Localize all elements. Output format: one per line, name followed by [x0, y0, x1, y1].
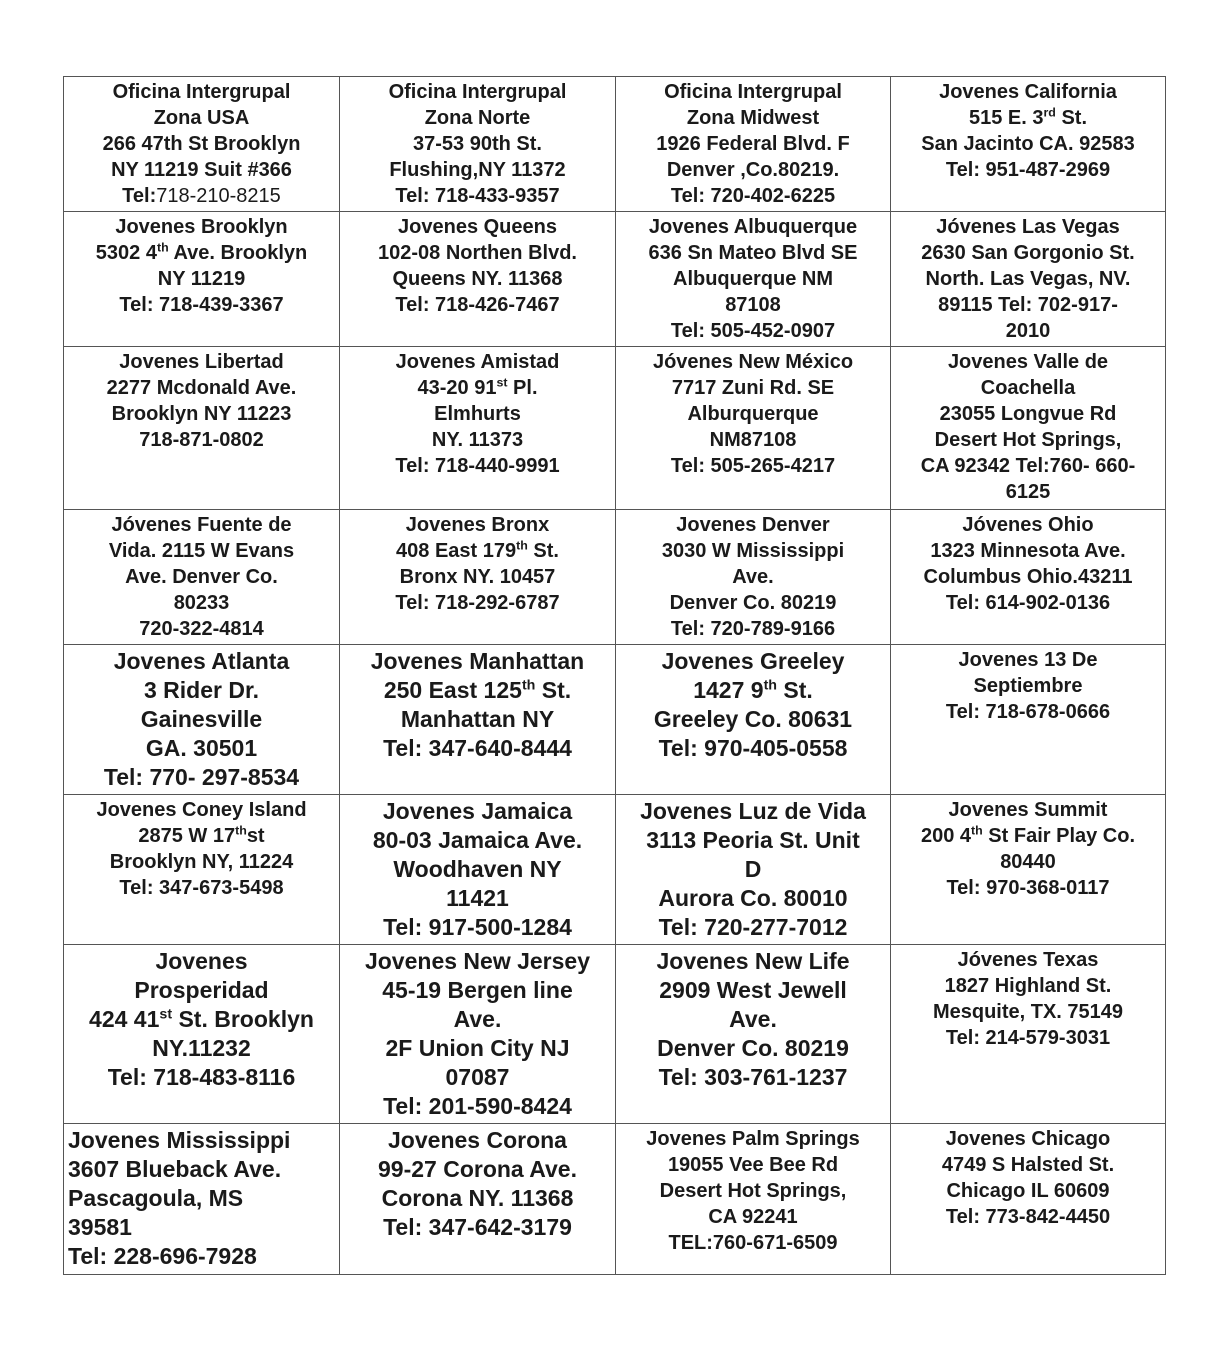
directory-cell — [64, 212, 340, 347]
address-line: 424 41st St. Brooklyn — [89, 1006, 314, 1032]
address-line: Tel: 718-678-0666 — [945, 701, 1111, 723]
table-row — [64, 510, 1166, 645]
directory-cell — [340, 645, 616, 795]
address-line: 87108 — [725, 294, 781, 316]
address-line: Tel: 228-696-7928 — [68, 1243, 257, 1269]
address-line: 2010 — [1005, 320, 1051, 342]
address-line: Vida. 2115 W Evans — [108, 540, 295, 562]
directory-cell — [340, 77, 616, 212]
group-name: Jóvenes Texas — [957, 949, 1099, 971]
table-row — [64, 77, 1166, 212]
group-name: Jovenes Valle de — [947, 351, 1109, 373]
group-name: Jovenes Manhattan — [370, 648, 585, 674]
address-line: Tel: 718-433-9357 — [395, 185, 560, 207]
address-line: Alburquerque — [687, 403, 819, 425]
group-name: Jovenes Luz de Vida — [640, 798, 866, 824]
address-line: 1427 9th St. — [693, 677, 813, 703]
address-line: 80233 — [173, 592, 230, 614]
address-line: Ave. Denver Co. — [125, 566, 278, 588]
group-name: Jovenes Palm Springs — [646, 1128, 860, 1150]
address-line: D — [744, 856, 762, 882]
directory-cell — [340, 212, 616, 347]
address-line: GA. 30501 — [145, 735, 258, 761]
address-line: Tel: 718-439-3367 — [119, 294, 284, 316]
address-line: 43-20 91st Pl. — [417, 375, 538, 399]
address-line: Denver Co. 80219 — [657, 1035, 849, 1061]
address-line: 2630 San Gorgonio St. — [921, 242, 1135, 264]
address-line: Tel: 347-642-3179 — [383, 1214, 572, 1240]
address-line: 2875 W 17thst — [138, 823, 265, 847]
address-line: 37-53 90th St. — [413, 133, 542, 155]
address-line: 718-871-0802 — [139, 429, 264, 451]
address-line: 720-322-4814 — [139, 618, 264, 640]
address-line: Tel: 718-483-8116 — [107, 1064, 296, 1090]
address-line: Flushing,NY 11372 — [389, 159, 566, 181]
address-line: Pascagoula, MS — [68, 1185, 244, 1211]
table-row — [64, 645, 1166, 795]
address-line: 250 East 125th St. — [383, 677, 572, 703]
group-name: Jovenes Amistad — [395, 351, 560, 373]
address-line: Desert Hot Springs, — [659, 1180, 847, 1202]
group-name: Jóvenes Ohio — [962, 514, 1094, 536]
directory-cell — [340, 945, 616, 1124]
address-line: Tel: 214-579-3031 — [945, 1027, 1111, 1049]
address-line: Zona Midwest — [686, 107, 820, 129]
address-line: 102-08 Northen Blvd. — [378, 242, 577, 264]
directory-cell — [891, 645, 1166, 795]
group-name: Jovenes Brooklyn — [115, 216, 288, 238]
address-line: Tel: 347-673-5498 — [119, 877, 284, 899]
group-name: Jovenes Corona — [388, 1127, 567, 1153]
directory-cell — [891, 945, 1166, 1124]
address-line: Tel: 303-761-1237 — [658, 1064, 848, 1090]
group-name: Jovenes Mississippi — [68, 1127, 291, 1153]
address-line: Denver Co. 80219 — [669, 592, 837, 614]
group-name: Jovenes — [155, 948, 248, 974]
directory-cell — [340, 510, 616, 645]
address-line: Mesquite, TX. 75149 — [932, 1001, 1124, 1023]
directory-cell — [64, 1124, 340, 1275]
address-line: Brooklyn NY 11223 — [111, 403, 292, 425]
address-line: 89115 Tel: 702-917- — [938, 294, 1118, 316]
address-line: 200 4th St Fair Play Co. — [920, 823, 1136, 847]
address-line: 19055 Vee Bee Rd — [667, 1154, 839, 1176]
group-name: Oficina Intergrupal — [664, 81, 842, 103]
address-line: 5302 4th Ave. Brooklyn — [95, 240, 308, 264]
address-line: CA 92342 Tel:760- 660- — [920, 455, 1136, 477]
directory-cell — [64, 510, 340, 645]
group-directory-table — [63, 76, 1166, 1275]
address-line: Tel: 970-405-0558 — [658, 735, 848, 761]
address-line: NY.11232 — [152, 1035, 251, 1061]
address-line: 80-03 Jamaica Ave. — [372, 827, 583, 853]
group-name: Jóvenes Las Vegas — [936, 216, 1120, 238]
table-row — [64, 795, 1166, 945]
address-line: 2277 Mcdonald Ave. — [106, 377, 297, 399]
address-line: Greeley Co. 80631 — [653, 706, 853, 732]
table-row — [64, 347, 1166, 510]
group-name: Jovenes Queens — [398, 216, 557, 238]
directory-cell — [64, 347, 340, 510]
address-line: 45-19 Bergen line — [382, 977, 573, 1003]
address-line: Tel: 720-402-6225 — [670, 185, 836, 207]
address-line: 2909 West Jewell — [659, 977, 847, 1003]
address-line: 39581 — [68, 1214, 132, 1240]
group-name: Jovenes Denver — [676, 514, 830, 536]
address-line: 2F Union City NJ — [385, 1035, 570, 1061]
address-line: 1926 Federal Blvd. F — [656, 133, 850, 155]
directory-cell — [891, 510, 1166, 645]
address-line: Tel: 720-789-9166 — [670, 618, 836, 640]
address-line: NM87108 — [709, 429, 797, 451]
address-line: Columbus Ohio.43211 — [923, 566, 1133, 588]
address-line: Tel: 718-426-7467 — [395, 294, 560, 316]
address-line: Corona NY. 11368 — [381, 1185, 574, 1211]
address-line: Bronx NY. 10457 — [399, 566, 556, 588]
address-line: Aurora Co. 80010 — [658, 885, 848, 911]
address-line: Tel: 970-368-0117 — [946, 877, 1110, 899]
address-line: Ave. — [729, 1006, 777, 1032]
address-line: Tel: 951-487-2969 — [945, 159, 1111, 181]
directory-cell — [340, 347, 616, 510]
address-line: Manhattan NY — [400, 706, 555, 732]
directory-cell — [891, 1124, 1166, 1275]
address-line: Prosperidad — [134, 977, 269, 1003]
address-line: Septiembre — [973, 675, 1083, 697]
address-line: Tel: 347-640-8444 — [383, 735, 572, 761]
group-name: Jovenes Summit — [948, 799, 1108, 821]
address-line: Tel: 770- 297-8534 — [103, 764, 300, 790]
directory-cell — [616, 645, 891, 795]
address-line: 3030 W Mississippi — [661, 540, 845, 562]
directory-cell — [616, 1124, 891, 1275]
directory-cell — [891, 795, 1166, 945]
group-name: Jovenes New Life — [656, 948, 850, 974]
address-line: 1323 Minnesota Ave. — [930, 540, 1126, 562]
group-name: Jovenes Albuquerque — [648, 216, 858, 238]
address-line: Tel:718-210-8215 — [122, 185, 281, 207]
address-line: 4749 S Halsted St. — [941, 1154, 1115, 1176]
group-name: Jovenes California — [939, 81, 1117, 103]
group-name: Jovenes Bronx — [405, 514, 550, 536]
address-line: TEL:760-671-6509 — [668, 1232, 838, 1254]
address-line: Tel: 718-440-9991 — [395, 455, 560, 477]
group-name: Jóvenes New México — [652, 351, 854, 373]
directory-cell — [64, 77, 340, 212]
group-name: Oficina Intergrupal — [112, 81, 291, 103]
address-line: 3113 Peoria St. Unit — [646, 827, 860, 853]
directory-cell — [340, 1124, 616, 1275]
address-line: Brooklyn NY, 11224 — [109, 851, 294, 873]
address-line: Gainesville — [140, 706, 263, 732]
address-line: 07087 — [445, 1064, 510, 1090]
address-line: North. Las Vegas, NV. — [925, 268, 1131, 290]
group-name: Oficina Intergrupal — [388, 81, 567, 103]
address-line: Elmhurts — [434, 403, 521, 425]
group-name: Jovenes Chicago — [945, 1128, 1111, 1150]
address-line: Zona Norte — [424, 107, 531, 129]
directory-cell — [616, 945, 891, 1124]
address-line: Tel: 720-277-7012 — [658, 914, 848, 940]
address-line: 23055 Longvue Rd — [939, 403, 1117, 425]
address-line: Tel: 505-265-4217 — [670, 455, 836, 477]
address-line: Tel: 201-590-8424 — [383, 1093, 572, 1119]
directory-cell — [616, 795, 891, 945]
table-row — [64, 945, 1166, 1124]
address-line: Zona USA — [153, 107, 250, 129]
directory-cell — [891, 347, 1166, 510]
address-line: 7717 Zuni Rd. SE — [671, 377, 835, 399]
address-line: Chicago IL 60609 — [946, 1180, 1110, 1202]
address-line: 266 47th St Brooklyn — [102, 133, 301, 155]
address-line: NY 11219 Suit #366 — [111, 159, 292, 181]
directory-cell — [64, 795, 340, 945]
directory-cell — [616, 347, 891, 510]
address-line: Ave. — [732, 566, 774, 588]
address-line: NY 11219 — [157, 268, 246, 290]
group-name: Jovenes New Jersey — [364, 948, 591, 974]
address-line: Woodhaven NY — [393, 856, 562, 882]
address-line: Tel: 718-292-6787 — [395, 592, 560, 614]
address-line: 3607 Blueback Ave. — [68, 1156, 282, 1182]
group-name: Jovenes Greeley — [661, 648, 845, 674]
address-line: 515 E. 3rd St. — [968, 105, 1088, 129]
address-line: 636 Sn Mateo Blvd SE — [648, 242, 858, 264]
directory-cell — [616, 77, 891, 212]
address-line: 3 Rider Dr. — [143, 677, 260, 703]
address-line: Ave. — [453, 1006, 502, 1032]
address-line: 80440 — [1000, 851, 1056, 873]
group-name: Jovenes 13 De — [958, 649, 1098, 671]
directory-cell — [64, 645, 340, 795]
address-line: NY. 11373 — [431, 429, 524, 451]
group-name: Jovenes Libertad — [119, 351, 284, 373]
address-line: 6125 — [1005, 481, 1051, 503]
address-line: 99-27 Corona Ave. — [378, 1156, 577, 1182]
address-line: Tel: 773-842-4450 — [945, 1206, 1111, 1228]
address-line: Albuquerque NM — [673, 268, 833, 290]
directory-cell — [891, 212, 1166, 347]
address-line: San Jacinto CA. 92583 — [921, 133, 1135, 155]
group-name: Jovenes Jamaica — [382, 798, 573, 824]
directory-cell — [340, 795, 616, 945]
address-line: Tel: 917-500-1284 — [383, 914, 572, 940]
address-line: Tel: 614-902-0136 — [945, 592, 1111, 614]
address-line: 408 East 179th St. — [396, 538, 559, 562]
directory-cell — [616, 510, 891, 645]
address-line: Queens NY. 11368 — [392, 268, 563, 290]
table-row — [64, 1124, 1166, 1275]
address-line: CA 92241 — [708, 1206, 798, 1228]
address-line: Denver ,Co.80219. — [666, 159, 840, 181]
directory-cell — [64, 945, 340, 1124]
directory-cell — [891, 77, 1166, 212]
group-name: Jovenes Atlanta — [113, 648, 290, 674]
address-line: Coachella — [980, 377, 1076, 399]
address-line: Desert Hot Springs, — [934, 429, 1122, 451]
group-name: Jóvenes Fuente de — [111, 514, 292, 536]
address-line: Tel: 505-452-0907 — [670, 320, 836, 342]
table-row — [64, 212, 1166, 347]
address-line: 1827 Highland St. — [944, 975, 1112, 997]
address-line: 11421 — [446, 885, 509, 911]
directory-cell — [616, 212, 891, 347]
group-name: Jovenes Coney Island — [96, 799, 307, 821]
